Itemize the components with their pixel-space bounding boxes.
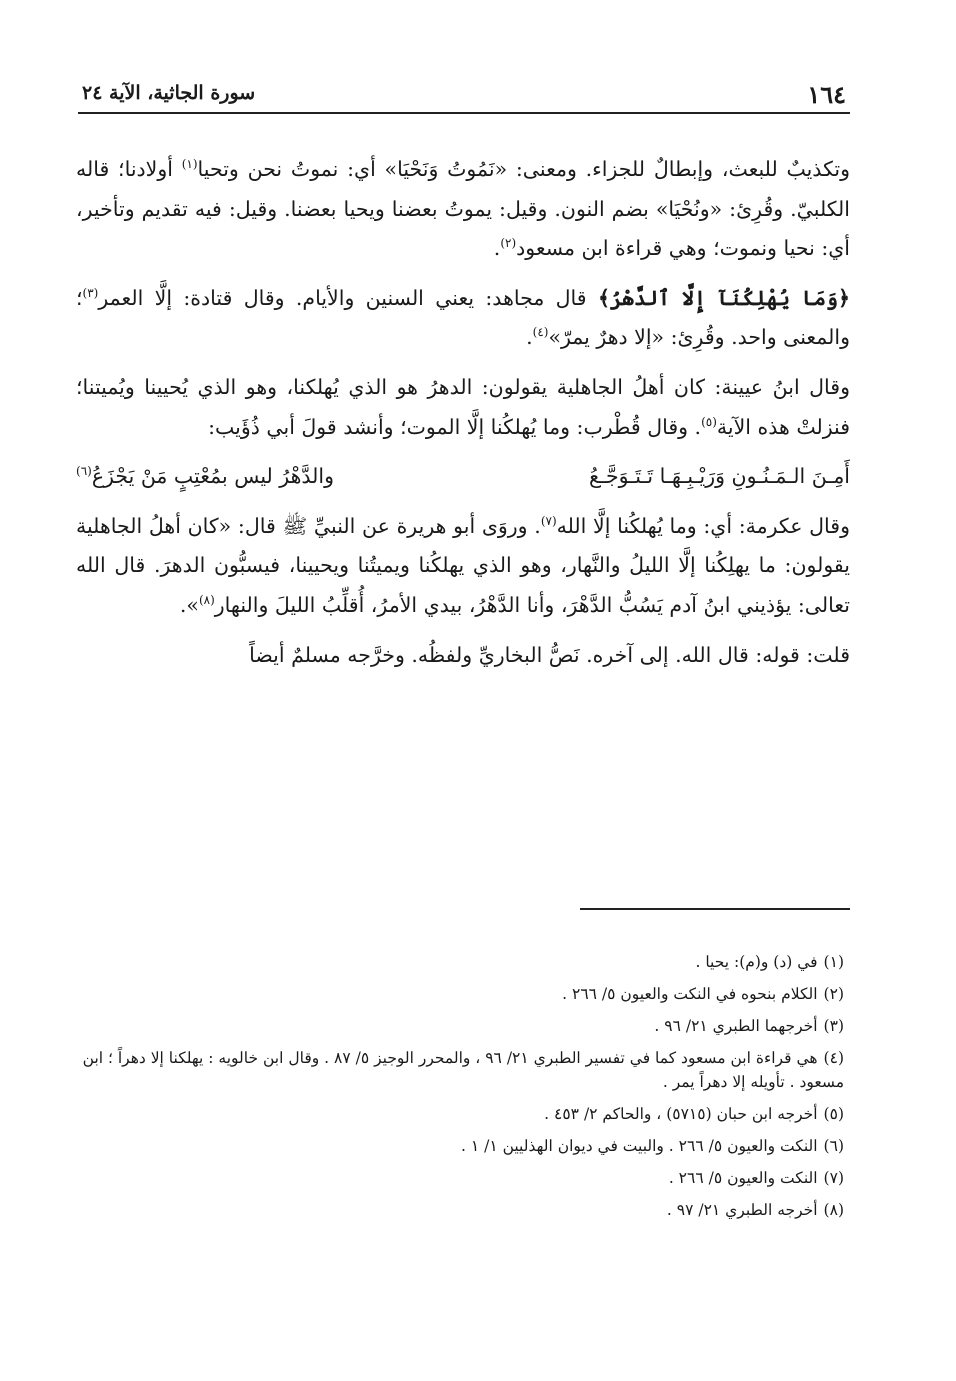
- footnote-item: [76, 1046, 844, 1094]
- poetry-verse: [76, 457, 850, 497]
- footnote-text: أخرجه الطبري ٢١/ ٩٧ .: [666, 1201, 818, 1219]
- footnote-number: (٥): [823, 1105, 844, 1123]
- footnote-ref: (٤): [532, 325, 549, 340]
- verse-second-hemistich: [76, 457, 334, 497]
- footnote-ref: (٦): [76, 464, 92, 479]
- footnote-number: (٦): [823, 1137, 844, 1155]
- footnote-text: النكت والعيون ٥/ ٢٦٦ . والبيت في ديوان الهذليين ١/ ١ .: [460, 1137, 818, 1155]
- paragraph-3: [76, 368, 850, 447]
- text-run: ».: [179, 592, 199, 617]
- footnote-number: (٨): [823, 1201, 844, 1219]
- footnote-number: (٤): [823, 1049, 844, 1067]
- text-run: وقال ابنُ عيينة: كان أهلُ الجاهلية يقولون: الدهرُ هو الذي يُهلكنا، وهو الذي يُحيينا ويُميتنا؛ فنزلتْ هذه الآية: [76, 374, 850, 439]
- footnotes: [76, 950, 844, 1230]
- footnote-item: [76, 1102, 844, 1126]
- footnote-text: في (د) و(م): يحيا .: [695, 953, 818, 971]
- text-run: . وروَى أبو هريرة عن النبيِّ ﷺ قال: «كان أهلُ الجاهلية يقولون: ما يهلِكُنا إلَّا الليلُ والنَّهار، وهو الذي يهلكُنا ويميتُنا ويحيينا، فيسبُّون الدهرَ. قال الله تعالى: يؤذيني ابنُ آدم يَسُبُّ الدَّهْرَ، وأنا الدَّهْرُ، بيدي الأمرُ، أُقلِّبُ الليلَ والنهار: [76, 513, 850, 617]
- text-run: وقال عكرمة: أي: وما يُهلكُنا إلَّا الله: [556, 513, 850, 538]
- text-run: والدَّهْرُ ليس بمُعْتِبٍ مَنْ يَجْزَعُ: [91, 464, 335, 489]
- footnote-ref: (٧): [540, 513, 557, 528]
- paragraph-2: [76, 279, 850, 358]
- text-run: قال مجاهد: يعني السنين والأيام. وقال قتادة: إلَّا العمر: [98, 285, 598, 310]
- page-header: [78, 76, 850, 114]
- footnote-item: [76, 950, 844, 974]
- text-run: .: [526, 325, 533, 350]
- text-run: . وقال قُطْرب: وما يُهلكُنا إلَّا الموت؛ وأنشد قولَ أبي ذُؤَيب:: [208, 414, 702, 439]
- footnote-ref: (٣): [82, 285, 99, 300]
- footnote-item: [76, 982, 844, 1006]
- footnote-number: (٢): [823, 985, 844, 1003]
- footnote-number: (١): [823, 953, 844, 971]
- paragraph-4: [76, 507, 850, 626]
- footnote-item: [76, 1198, 844, 1222]
- text-run: .: [493, 236, 501, 261]
- footnote-number: (٣): [823, 1017, 844, 1035]
- footnote-text: الكلام بنحوه في النكت والعيون ٥/ ٢٦٦ .: [562, 985, 818, 1003]
- verse-first-hemistich: أَمِـنَ الـمَـنُـونِ وَرَيْـبِـهَـا تَـتَـوَجَّـعُ: [589, 464, 850, 489]
- text-run: ؛ والمعنى واحد. وقُرِئ: «إلا دهرٌ يمرّ»: [76, 285, 850, 350]
- paragraph-1: [76, 150, 850, 269]
- footnote-text: هي قراءة ابن مسعود كما في تفسير الطبري ٢١/ ٩٦ ، والمحرر الوجيز ٥/ ٨٧ . وقال ابن خالويه : يهلكنا إلا دهراً ؛ ابن مسعود . تأويله إلا دهراً يمر .: [82, 1049, 844, 1091]
- footnote-ref: (٨): [198, 593, 215, 608]
- footnote-text: النكت والعيون ٥/ ٢٦٦ .: [668, 1169, 818, 1187]
- footnote-item: [76, 1134, 844, 1158]
- footnote-text: أخرجه ابن حبان (٥٧١٥) ، والحاكم ٢/ ٤٥٣ .: [544, 1105, 818, 1123]
- footnote-ref: (٢): [500, 236, 517, 251]
- footnote-text: أخرجهما الطبري ٢١/ ٩٦ .: [654, 1017, 818, 1035]
- text-run: أولادنا؛ قاله الكلبيّ. وقُرِئ: «ونُحْيَا» بضم النون. وقيل: يموتُ بعضنا ويحيا بعضنا. وقيل: فيه تقديم وتأخير، أي: نحيا ونموت؛ وهي قراءة ابن مسعود: [76, 157, 850, 261]
- footnote-item: [76, 1166, 844, 1190]
- main-text: [76, 150, 850, 685]
- footnote-number: (٧): [823, 1169, 844, 1187]
- text-run: وتكذيبٌ للبعث، وإبطالٌ للجزاء. ومعنى: «نَمُوتُ وَنَحْيَا» أي: نموتُ نحن وتحيا: [197, 157, 850, 181]
- text-run: قلت: قوله: قال الله. إلى آخره. نَصُّ البخاريِّ ولفظُه. وخرَّجه مسلمٌ أيضاً: [249, 642, 850, 667]
- running-title: سورة الجاثية، الآية ٢٤: [82, 82, 256, 104]
- footnote-divider: [580, 908, 850, 910]
- footnote-ref: (٥): [701, 414, 717, 429]
- page-number: ١٦٤: [807, 80, 846, 109]
- paragraph-5: [76, 636, 850, 676]
- footnote-ref: (١): [181, 157, 198, 172]
- quran-verse: ﴿وَمَا يُهْلِكُنَآ إِلَّا ٱلدَّهْرُ﴾: [597, 285, 850, 310]
- footnote-item: [76, 1014, 844, 1038]
